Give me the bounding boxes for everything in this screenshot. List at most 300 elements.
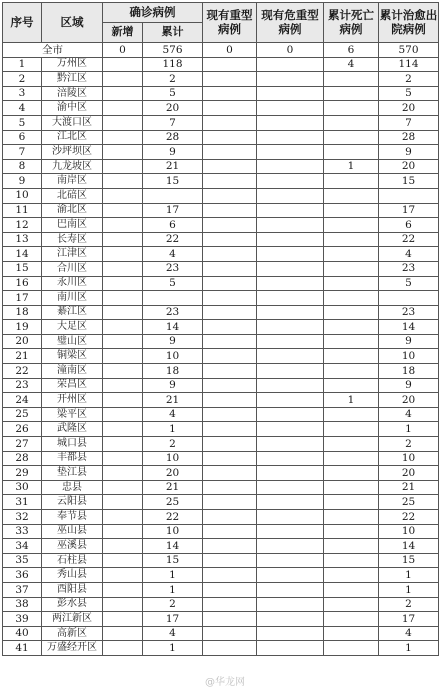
severe-cell bbox=[203, 261, 257, 276]
region-name-cell: 巫溪县 bbox=[42, 539, 103, 554]
recovered-cell: 17 bbox=[379, 612, 439, 627]
recovered-cell: 17 bbox=[379, 203, 439, 218]
severe-cell bbox=[203, 641, 257, 656]
death-cell bbox=[324, 130, 379, 145]
region-name-cell: 涪陵区 bbox=[42, 86, 103, 101]
critical-cell bbox=[257, 378, 324, 393]
recovered-cell: 9 bbox=[379, 145, 439, 160]
seq-cell: 30 bbox=[3, 480, 42, 495]
region-name-cell: 开州区 bbox=[42, 393, 103, 408]
region-name-cell: 綦江区 bbox=[42, 305, 103, 320]
death-cell bbox=[324, 115, 379, 130]
new-cell bbox=[103, 510, 143, 525]
header-new: 新增 bbox=[103, 23, 143, 43]
critical-cell bbox=[257, 393, 324, 408]
severe-cell bbox=[203, 101, 257, 116]
critical-cell bbox=[257, 451, 324, 466]
critical-cell bbox=[257, 174, 324, 189]
new-cell bbox=[103, 641, 143, 656]
new-cell bbox=[103, 349, 143, 364]
new-cell bbox=[103, 378, 143, 393]
recovered-cell: 15 bbox=[379, 553, 439, 568]
new-cell bbox=[103, 218, 143, 233]
region-name-cell: 秀山县 bbox=[42, 568, 103, 583]
seq-cell: 40 bbox=[3, 626, 42, 641]
death-cell bbox=[324, 582, 379, 597]
seq-cell: 12 bbox=[3, 218, 42, 233]
new-cell bbox=[103, 247, 143, 262]
cumulative-cell: 4 bbox=[143, 247, 203, 262]
region-name-cell: 彭水县 bbox=[42, 597, 103, 612]
new-cell bbox=[103, 539, 143, 554]
death-cell bbox=[324, 451, 379, 466]
recovered-cell: 10 bbox=[379, 349, 439, 364]
seq-cell: 41 bbox=[3, 641, 42, 656]
seq-cell: 8 bbox=[3, 159, 42, 174]
cumulative-cell: 1 bbox=[143, 422, 203, 437]
cumulative-cell: 4 bbox=[143, 407, 203, 422]
death-cell: 1 bbox=[324, 393, 379, 408]
table-row bbox=[3, 57, 439, 72]
table-row bbox=[3, 349, 439, 364]
recovered-cell: 23 bbox=[379, 305, 439, 320]
recovered-cell: 4 bbox=[379, 407, 439, 422]
header-severe: 现有重型病例 bbox=[203, 3, 257, 43]
total-recovered: 570 bbox=[379, 43, 439, 58]
cumulative-cell: 2 bbox=[143, 72, 203, 87]
new-cell bbox=[103, 145, 143, 160]
critical-cell bbox=[257, 130, 324, 145]
new-cell bbox=[103, 57, 143, 72]
death-cell bbox=[324, 145, 379, 160]
table-row bbox=[3, 393, 439, 408]
region-name-cell: 城口县 bbox=[42, 437, 103, 452]
table-row bbox=[3, 159, 439, 174]
death-cell bbox=[324, 203, 379, 218]
critical-cell bbox=[257, 582, 324, 597]
seq-cell: 36 bbox=[3, 568, 42, 583]
table-row bbox=[3, 72, 439, 87]
death-cell bbox=[324, 568, 379, 583]
new-cell bbox=[103, 159, 143, 174]
death-cell bbox=[324, 305, 379, 320]
header-deaths: 累计死亡病例 bbox=[324, 3, 379, 43]
cumulative-cell: 5 bbox=[143, 86, 203, 101]
recovered-cell: 20 bbox=[379, 159, 439, 174]
severe-cell bbox=[203, 466, 257, 481]
new-cell bbox=[103, 466, 143, 481]
severe-cell bbox=[203, 451, 257, 466]
table-row bbox=[3, 320, 439, 335]
new-cell bbox=[103, 72, 143, 87]
severe-cell bbox=[203, 86, 257, 101]
table-row bbox=[3, 261, 439, 276]
critical-cell bbox=[257, 115, 324, 130]
death-cell bbox=[324, 174, 379, 189]
region-name-cell: 巴南区 bbox=[42, 218, 103, 233]
recovered-cell: 7 bbox=[379, 115, 439, 130]
death-cell bbox=[324, 72, 379, 87]
table-row bbox=[3, 86, 439, 101]
region-name-cell: 潼南区 bbox=[42, 364, 103, 379]
table-row bbox=[3, 115, 439, 130]
death-cell bbox=[324, 422, 379, 437]
cumulative-cell: 14 bbox=[143, 320, 203, 335]
total-row bbox=[3, 43, 439, 58]
cumulative-cell: 28 bbox=[143, 130, 203, 145]
new-cell bbox=[103, 101, 143, 116]
table-row bbox=[3, 422, 439, 437]
region-name-cell: 江津区 bbox=[42, 247, 103, 262]
region-name-cell: 永川区 bbox=[42, 276, 103, 291]
header-row bbox=[3, 3, 439, 23]
seq-cell: 9 bbox=[3, 174, 42, 189]
cumulative-cell: 7 bbox=[143, 115, 203, 130]
new-cell bbox=[103, 451, 143, 466]
seq-cell: 16 bbox=[3, 276, 42, 291]
severe-cell bbox=[203, 626, 257, 641]
seq-cell: 28 bbox=[3, 451, 42, 466]
table-row bbox=[3, 407, 439, 422]
region-name-cell: 南岸区 bbox=[42, 174, 103, 189]
region-name-cell: 璧山区 bbox=[42, 334, 103, 349]
death-cell bbox=[324, 334, 379, 349]
seq-cell: 34 bbox=[3, 539, 42, 554]
seq-cell: 35 bbox=[3, 553, 42, 568]
severe-cell bbox=[203, 510, 257, 525]
critical-cell bbox=[257, 101, 324, 116]
cumulative-cell: 9 bbox=[143, 334, 203, 349]
table-row bbox=[3, 597, 439, 612]
severe-cell bbox=[203, 553, 257, 568]
severe-cell bbox=[203, 349, 257, 364]
cumulative-cell: 10 bbox=[143, 451, 203, 466]
critical-cell bbox=[257, 291, 324, 306]
region-name-cell: 大渡口区 bbox=[42, 115, 103, 130]
critical-cell bbox=[257, 466, 324, 481]
region-name-cell: 垫江县 bbox=[42, 466, 103, 481]
total-critical: 0 bbox=[257, 43, 324, 58]
critical-cell bbox=[257, 86, 324, 101]
new-cell bbox=[103, 437, 143, 452]
seq-cell: 3 bbox=[3, 86, 42, 101]
severe-cell bbox=[203, 393, 257, 408]
recovered-cell: 18 bbox=[379, 364, 439, 379]
region-name-cell: 万盛经开区 bbox=[42, 641, 103, 656]
new-cell bbox=[103, 320, 143, 335]
recovered-cell: 4 bbox=[379, 247, 439, 262]
severe-cell bbox=[203, 291, 257, 306]
cumulative-cell bbox=[143, 291, 203, 306]
severe-cell bbox=[203, 422, 257, 437]
region-name-cell: 黔江区 bbox=[42, 72, 103, 87]
recovered-cell: 2 bbox=[379, 597, 439, 612]
header-recovered: 累计治愈出院病例 bbox=[379, 3, 439, 43]
critical-cell bbox=[257, 364, 324, 379]
critical-cell bbox=[257, 524, 324, 539]
seq-cell: 38 bbox=[3, 597, 42, 612]
death-cell bbox=[324, 407, 379, 422]
seq-cell: 17 bbox=[3, 291, 42, 306]
death-cell bbox=[324, 86, 379, 101]
recovered-cell: 1 bbox=[379, 422, 439, 437]
seq-cell: 13 bbox=[3, 232, 42, 247]
cumulative-cell: 1 bbox=[143, 641, 203, 656]
death-cell bbox=[324, 320, 379, 335]
death-cell bbox=[324, 364, 379, 379]
severe-cell bbox=[203, 276, 257, 291]
new-cell bbox=[103, 232, 143, 247]
recovered-cell: 25 bbox=[379, 495, 439, 510]
case-table-container bbox=[2, 2, 439, 656]
cumulative-cell: 23 bbox=[143, 305, 203, 320]
total-cumulative: 576 bbox=[143, 43, 203, 58]
table-row bbox=[3, 130, 439, 145]
recovered-cell: 20 bbox=[379, 101, 439, 116]
region-name-cell: 万州区 bbox=[42, 57, 103, 72]
total-deaths: 6 bbox=[324, 43, 379, 58]
seq-cell: 23 bbox=[3, 378, 42, 393]
cumulative-cell: 15 bbox=[143, 174, 203, 189]
table-row bbox=[3, 232, 439, 247]
recovered-cell: 15 bbox=[379, 174, 439, 189]
table-row bbox=[3, 451, 439, 466]
seq-cell: 26 bbox=[3, 422, 42, 437]
death-cell: 1 bbox=[324, 159, 379, 174]
table-row bbox=[3, 291, 439, 306]
recovered-cell: 9 bbox=[379, 378, 439, 393]
death-cell bbox=[324, 291, 379, 306]
table-row bbox=[3, 568, 439, 583]
cumulative-cell: 5 bbox=[143, 276, 203, 291]
new-cell bbox=[103, 115, 143, 130]
critical-cell bbox=[257, 641, 324, 656]
new-cell bbox=[103, 203, 143, 218]
cumulative-cell: 20 bbox=[143, 466, 203, 481]
critical-cell bbox=[257, 72, 324, 87]
cumulative-cell: 21 bbox=[143, 480, 203, 495]
death-cell bbox=[324, 378, 379, 393]
region-name-cell: 大足区 bbox=[42, 320, 103, 335]
watermark: @华龙网 bbox=[205, 677, 245, 688]
critical-cell bbox=[257, 203, 324, 218]
seq-cell: 29 bbox=[3, 466, 42, 481]
table-row bbox=[3, 203, 439, 218]
recovered-cell: 20 bbox=[379, 466, 439, 481]
critical-cell bbox=[257, 218, 324, 233]
severe-cell bbox=[203, 188, 257, 203]
recovered-cell: 10 bbox=[379, 524, 439, 539]
region-name-cell: 石柱县 bbox=[42, 553, 103, 568]
new-cell bbox=[103, 480, 143, 495]
critical-cell bbox=[257, 188, 324, 203]
death-cell bbox=[324, 641, 379, 656]
severe-cell bbox=[203, 174, 257, 189]
region-name-cell: 两江新区 bbox=[42, 612, 103, 627]
new-cell bbox=[103, 407, 143, 422]
recovered-cell: 6 bbox=[379, 218, 439, 233]
new-cell bbox=[103, 612, 143, 627]
death-cell bbox=[324, 188, 379, 203]
severe-cell bbox=[203, 130, 257, 145]
severe-cell bbox=[203, 72, 257, 87]
new-cell bbox=[103, 568, 143, 583]
table-row bbox=[3, 247, 439, 262]
seq-cell: 37 bbox=[3, 582, 42, 597]
region-name-cell: 北碚区 bbox=[42, 188, 103, 203]
table-row bbox=[3, 174, 439, 189]
table-row bbox=[3, 524, 439, 539]
critical-cell bbox=[257, 568, 324, 583]
seq-cell: 20 bbox=[3, 334, 42, 349]
header-cumulative: 累计 bbox=[143, 23, 203, 43]
seq-cell: 10 bbox=[3, 188, 42, 203]
cumulative-cell: 14 bbox=[143, 539, 203, 554]
seq-cell: 39 bbox=[3, 612, 42, 627]
cumulative-cell: 6 bbox=[143, 218, 203, 233]
table-row bbox=[3, 305, 439, 320]
critical-cell bbox=[257, 57, 324, 72]
cumulative-cell: 22 bbox=[143, 510, 203, 525]
region-name-cell: 酉阳县 bbox=[42, 582, 103, 597]
recovered-cell bbox=[379, 291, 439, 306]
case-table bbox=[2, 2, 439, 656]
new-cell bbox=[103, 364, 143, 379]
severe-cell bbox=[203, 597, 257, 612]
severe-cell bbox=[203, 524, 257, 539]
seq-cell: 6 bbox=[3, 130, 42, 145]
region-name-cell: 渝北区 bbox=[42, 203, 103, 218]
severe-cell bbox=[203, 218, 257, 233]
severe-cell bbox=[203, 568, 257, 583]
seq-cell: 18 bbox=[3, 305, 42, 320]
recovered-cell: 10 bbox=[379, 451, 439, 466]
seq-cell: 24 bbox=[3, 393, 42, 408]
death-cell bbox=[324, 539, 379, 554]
critical-cell bbox=[257, 159, 324, 174]
table-row bbox=[3, 553, 439, 568]
seq-cell: 21 bbox=[3, 349, 42, 364]
recovered-cell: 114 bbox=[379, 57, 439, 72]
seq-cell: 25 bbox=[3, 407, 42, 422]
table-row bbox=[3, 510, 439, 525]
header-seq: 序号 bbox=[3, 3, 42, 43]
recovered-cell: 2 bbox=[379, 72, 439, 87]
new-cell bbox=[103, 597, 143, 612]
death-cell bbox=[324, 626, 379, 641]
severe-cell bbox=[203, 145, 257, 160]
region-name-cell: 奉节县 bbox=[42, 510, 103, 525]
region-name-cell: 丰都县 bbox=[42, 451, 103, 466]
new-cell bbox=[103, 582, 143, 597]
cumulative-cell: 4 bbox=[143, 626, 203, 641]
severe-cell bbox=[203, 247, 257, 262]
region-name-cell: 铜梁区 bbox=[42, 349, 103, 364]
total-new: 0 bbox=[103, 43, 143, 58]
critical-cell bbox=[257, 232, 324, 247]
table-row bbox=[3, 188, 439, 203]
critical-cell bbox=[257, 320, 324, 335]
recovered-cell: 9 bbox=[379, 334, 439, 349]
critical-cell bbox=[257, 539, 324, 554]
seq-cell: 27 bbox=[3, 437, 42, 452]
critical-cell bbox=[257, 597, 324, 612]
severe-cell bbox=[203, 334, 257, 349]
new-cell bbox=[103, 130, 143, 145]
severe-cell bbox=[203, 57, 257, 72]
new-cell bbox=[103, 334, 143, 349]
death-cell bbox=[324, 597, 379, 612]
cumulative-cell: 9 bbox=[143, 145, 203, 160]
region-name-cell: 渝中区 bbox=[42, 101, 103, 116]
total-label: 全市 bbox=[3, 43, 103, 58]
cumulative-cell: 21 bbox=[143, 159, 203, 174]
severe-cell bbox=[203, 320, 257, 335]
recovered-cell: 22 bbox=[379, 510, 439, 525]
severe-cell bbox=[203, 232, 257, 247]
critical-cell bbox=[257, 553, 324, 568]
table-row bbox=[3, 101, 439, 116]
table-row bbox=[3, 539, 439, 554]
table-row bbox=[3, 495, 439, 510]
severe-cell bbox=[203, 305, 257, 320]
death-cell bbox=[324, 612, 379, 627]
death-cell bbox=[324, 510, 379, 525]
cumulative-cell: 118 bbox=[143, 57, 203, 72]
death-cell bbox=[324, 218, 379, 233]
critical-cell bbox=[257, 334, 324, 349]
seq-cell: 11 bbox=[3, 203, 42, 218]
seq-cell: 22 bbox=[3, 364, 42, 379]
death-cell bbox=[324, 276, 379, 291]
new-cell bbox=[103, 626, 143, 641]
region-name-cell: 沙坪坝区 bbox=[42, 145, 103, 160]
recovered-cell: 23 bbox=[379, 261, 439, 276]
new-cell bbox=[103, 86, 143, 101]
table-row bbox=[3, 437, 439, 452]
severe-cell bbox=[203, 378, 257, 393]
seq-cell: 14 bbox=[3, 247, 42, 262]
table-row bbox=[3, 480, 439, 495]
cumulative-cell: 1 bbox=[143, 568, 203, 583]
seq-cell: 33 bbox=[3, 524, 42, 539]
cumulative-cell: 22 bbox=[143, 232, 203, 247]
region-name-cell: 江北区 bbox=[42, 130, 103, 145]
critical-cell bbox=[257, 480, 324, 495]
new-cell bbox=[103, 422, 143, 437]
table-row bbox=[3, 364, 439, 379]
critical-cell bbox=[257, 626, 324, 641]
new-cell bbox=[103, 495, 143, 510]
seq-cell: 31 bbox=[3, 495, 42, 510]
new-cell bbox=[103, 261, 143, 276]
severe-cell bbox=[203, 612, 257, 627]
new-cell bbox=[103, 174, 143, 189]
cumulative-cell: 18 bbox=[143, 364, 203, 379]
seq-cell: 19 bbox=[3, 320, 42, 335]
table-row bbox=[3, 378, 439, 393]
region-name-cell: 九龙坡区 bbox=[42, 159, 103, 174]
severe-cell bbox=[203, 539, 257, 554]
death-cell bbox=[324, 101, 379, 116]
recovered-cell: 2 bbox=[379, 437, 439, 452]
cumulative-cell: 15 bbox=[143, 553, 203, 568]
death-cell bbox=[324, 232, 379, 247]
death-cell bbox=[324, 349, 379, 364]
new-cell bbox=[103, 305, 143, 320]
severe-cell bbox=[203, 495, 257, 510]
death-cell bbox=[324, 480, 379, 495]
